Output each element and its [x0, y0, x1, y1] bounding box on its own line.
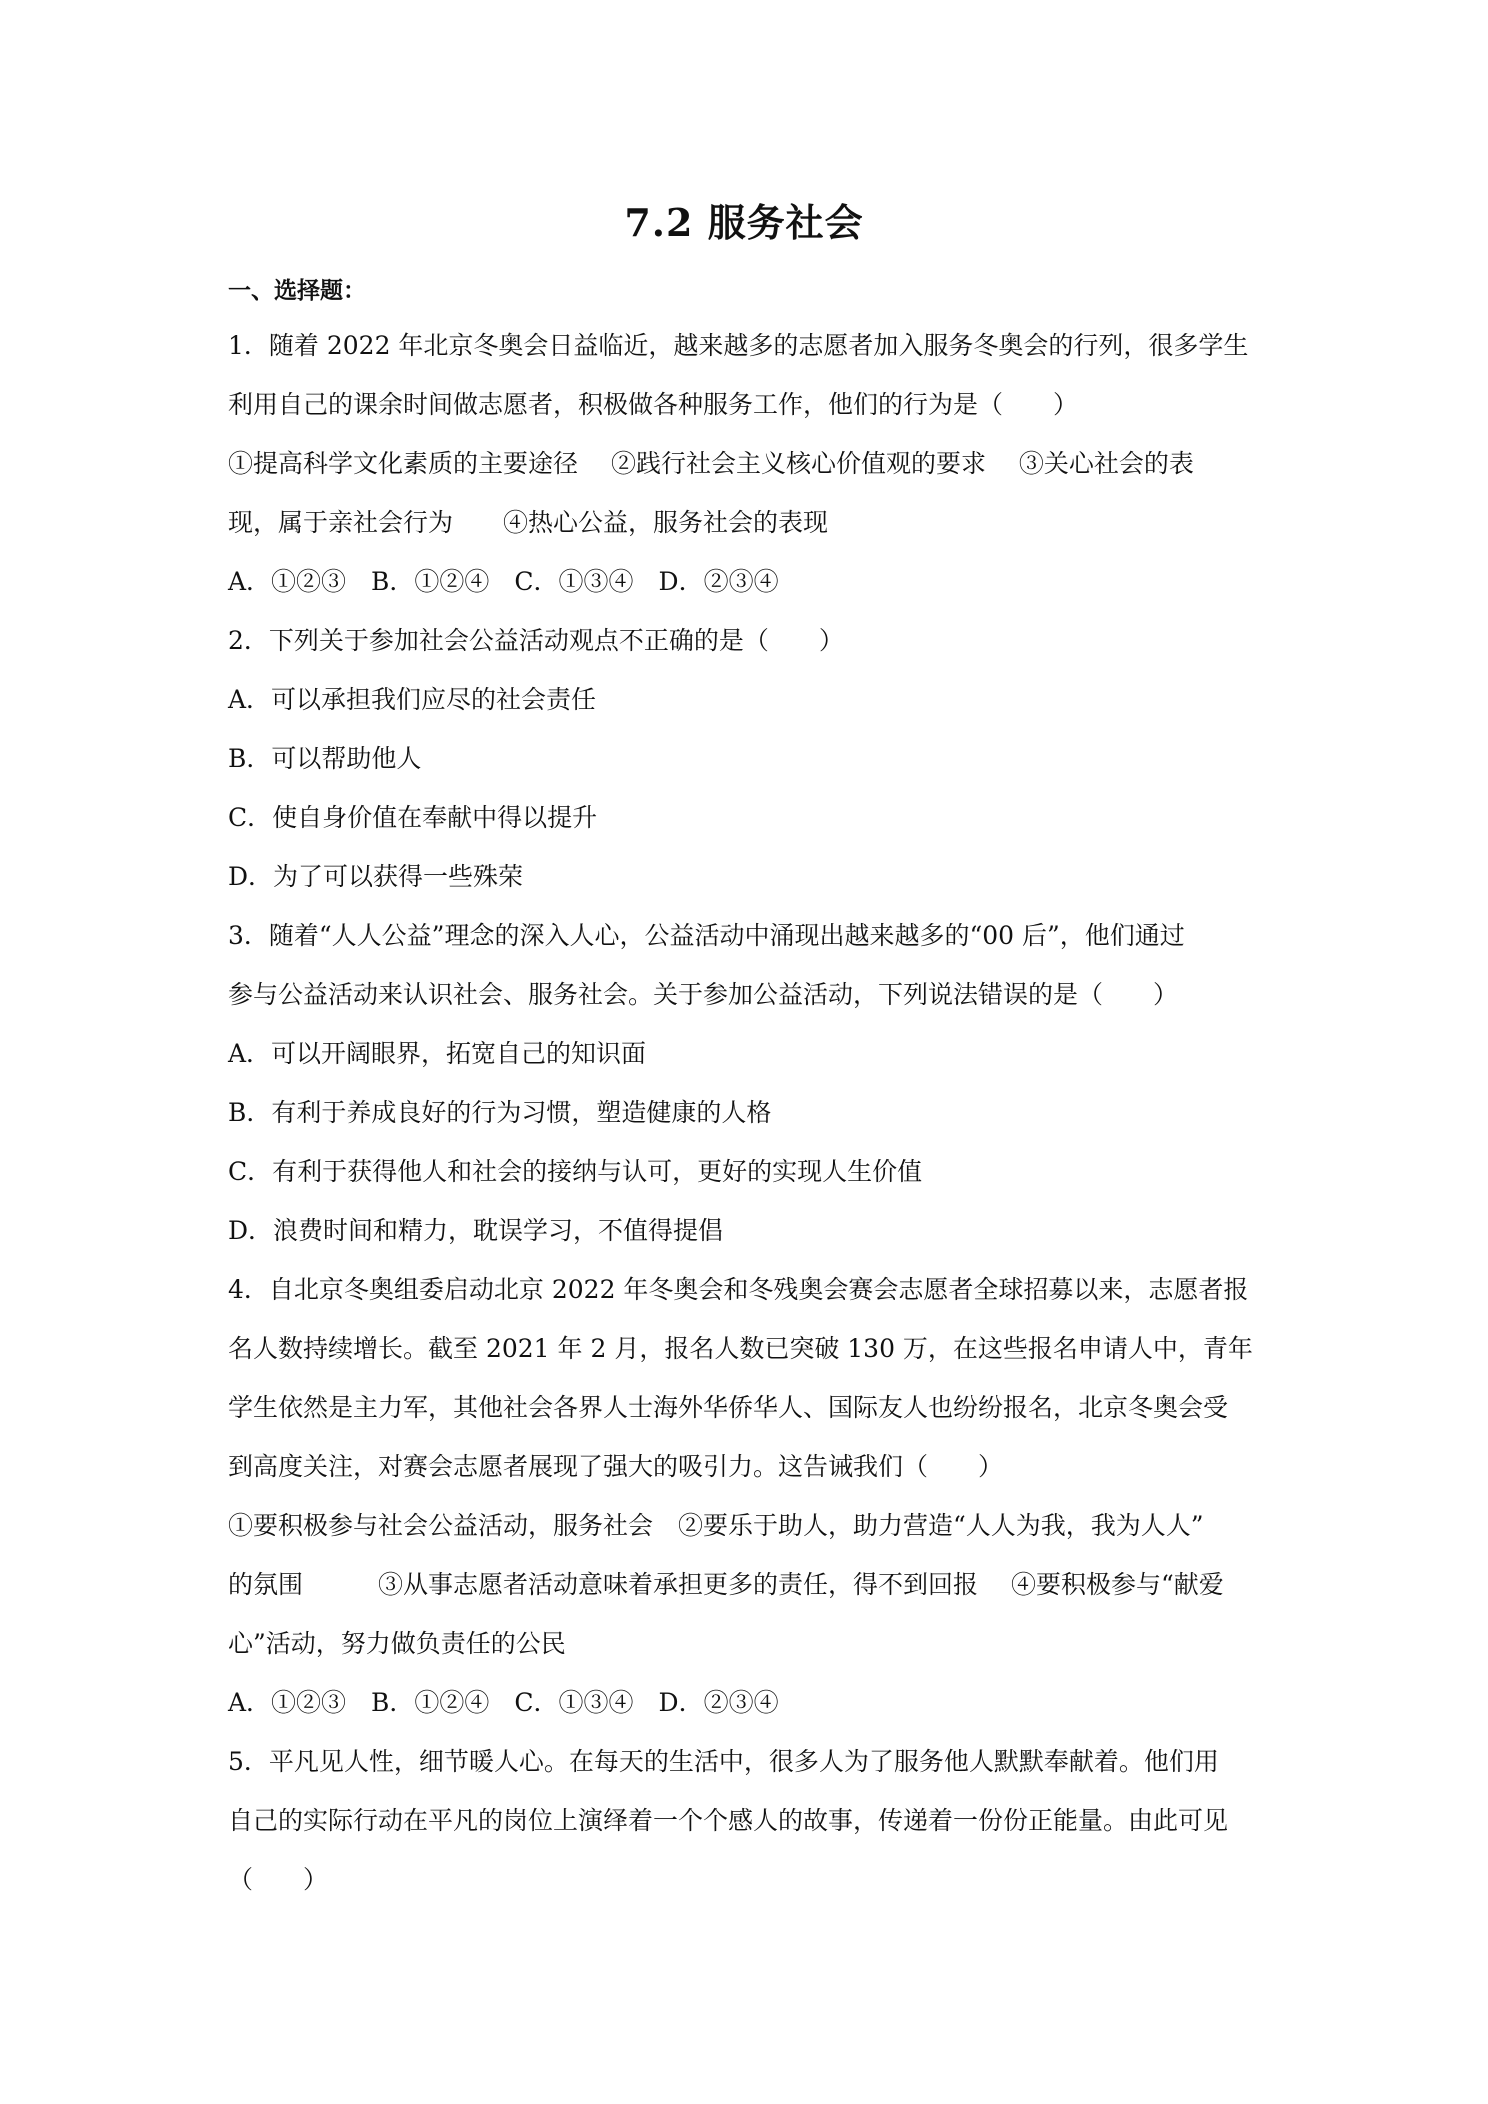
question-1-answers: A．①②③ B．①②④ C．①③④ D．②③④: [228, 567, 779, 596]
question-4-line-1: 4．自北京冬奥组委启动北京 2022 年冬奥会和冬残奥会赛会志愿者全球招募以来，志愿者报: [228, 1275, 1249, 1304]
question-4-option-line-1: ①要积极参与社会公益活动，服务社会 ②要乐于助人，助力营造“人人为我，我为人人”: [228, 1511, 1204, 1540]
question-4-line-3: 学生依然是主力军，其他社会各界人士海外华侨华人、国际友人也纷纷报名，北京冬奥会受: [228, 1393, 1229, 1422]
section-heading: 一、选择题：: [228, 277, 366, 304]
question-2-option-c: C．使自身价值在奉献中得以提升: [228, 803, 598, 832]
question-4-option-line-2: 的氛围 ③从事志愿者活动意味着承担更多的责任，得不到回报 ④要积极参与“献爱: [228, 1570, 1224, 1599]
question-2-option-b: B．可以帮助他人: [228, 744, 422, 773]
question-3-option-b: B．有利于养成良好的行为习惯，塑造健康的人格: [228, 1098, 772, 1127]
question-3-line-2: 参与公益活动来认识社会、服务社会。关于参加公益活动，下列说法错误的是（ ）: [228, 980, 1179, 1009]
question-5-line-2: 自己的实际行动在平凡的岗位上演绎着一个个感人的故事，传递着一份份正能量。由此可见: [228, 1806, 1229, 1835]
question-5-line-1: 5．平凡见人性，细节暖人心。在每天的生活中，很多人为了服务他人默默奉献着。他们用: [228, 1747, 1219, 1776]
page-title: 7.2 服务社会: [624, 200, 864, 245]
question-3-line-1: 3．随着“人人公益”理念的深入人心，公益活动中涌现出越来越多的“00 后”，他们通过: [228, 921, 1185, 950]
question-2-option-a: A．可以承担我们应尽的社会责任: [228, 685, 597, 714]
question-1-line-2: 利用自己的课余时间做志愿者，积极做各种服务工作，他们的行为是（ ）: [228, 390, 1079, 419]
question-5-line-3: （ ）: [228, 1865, 329, 1894]
question-4-line-4: 到高度关注，对赛会志愿者展现了强大的吸引力。这告诫我们（ ）: [228, 1452, 1004, 1481]
question-1-option-line-1: ①提高科学文化素质的主要途径 ②践行社会主义核心价值观的要求 ③关心社会的表: [228, 449, 1194, 478]
question-3-option-c: C．有利于获得他人和社会的接纳与认可，更好的实现人生价值: [228, 1157, 923, 1186]
question-3-option-d: D．浪费时间和精力，耽误学习，不值得提倡: [228, 1216, 724, 1245]
question-3-option-a: A．可以开阔眼界，拓宽自己的知识面: [228, 1039, 647, 1068]
question-4-line-2: 名人数持续增长。截至 2021 年 2 月，报名人数已突破 130 万，在这些报名申请人中，青年: [228, 1334, 1253, 1363]
question-1-line-1: 1．随着 2022 年北京冬奥会日益临近，越来越多的志愿者加入服务冬奥会的行列，很多学生: [228, 331, 1249, 360]
question-4-option-line-3: 心”活动，努力做负责任的公民: [228, 1629, 566, 1658]
question-4-answers: A．①②③ B．①②④ C．①③④ D．②③④: [228, 1688, 779, 1717]
question-2-option-d: D．为了可以获得一些殊荣: [228, 862, 524, 891]
question-1-option-line-2: 现，属于亲社会行为 ④热心公益，服务社会的表现: [228, 508, 829, 537]
question-2-stem: 2．下列关于参加社会公益活动观点不正确的是（ ）: [228, 626, 844, 655]
